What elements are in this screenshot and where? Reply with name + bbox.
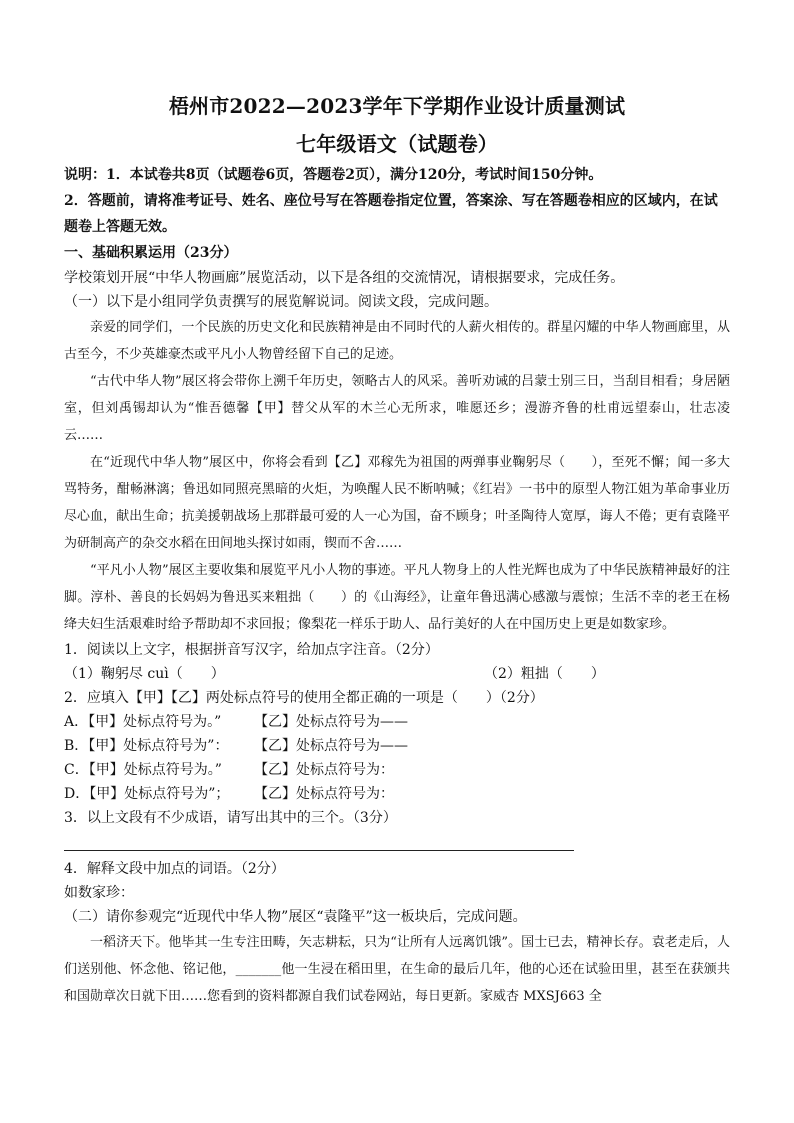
passage-paragraph: “古代中华人物”展区将会带你上溯千年历史，领略古人的风采。善听劝诫的吕蒙士别三日，当刮目相看；身居陋室，但刘禹锡却认为“惟吾德馨【甲】替父从军的木兰心无所求，唯愿还乡；漫游齐鲁的杜甫远望泰山，壮志凌云……	[64, 374, 730, 443]
exam-subtitle: 七年级语文（试题卷）	[296, 132, 498, 156]
question-4: 4．解释文段中加点的词语。（2分）	[64, 861, 285, 877]
option-b-yi: 【乙】处标点符号为——	[254, 738, 408, 754]
option-d-yi: 【乙】处标点符号为：	[254, 786, 394, 802]
instructions-line-2: 2．答题前，请将准考证号、姓名、座位号写在答题卷指定位置，答案涂、写在答题卷相应的区域内，在试题卷上答题无效。	[64, 193, 718, 235]
option-a-jia: A．【甲】处标点符号为。”	[64, 714, 222, 730]
option-d	[64, 782, 730, 806]
part-1-heading: （一）以下是小组同学负责撰写的展览解说词。阅读文段，完成问题。	[64, 294, 498, 310]
option-c	[64, 758, 730, 782]
passage-paragraph: 在“近现代中华人物”展区中，你将会看到【乙】邓稼先为祖国的两弹事业鞠躬尽（ ），至死不懈；闻一多大骂特务，酣畅淋漓；鲁迅如同照亮黑暗的火炬，为唤醒人民不断呐喊；《红岩》一书中的原型人物江姐为革命事业历尽心血，献出生命；抗美援朝战场上那群最可爱的人一心为国，奋不顾身；叶圣陶待人宽厚，诲人不倦；更有袁隆平为研制高产的杂交水稻在田间地头探讨如雨，锲而不舍……	[64, 455, 730, 551]
option-c-yi: 【乙】处标点符号为：	[254, 762, 394, 778]
question-1-items	[64, 662, 730, 686]
section-heading: 一、基础积累运用（23分）	[64, 245, 238, 261]
section-intro: 学校策划开展“中华人物画廊”展览活动，以下是各组的交流情况，请根据要求，完成任务。	[64, 270, 625, 286]
exam-page	[64, 92, 730, 1010]
option-b	[64, 734, 730, 758]
passage-paragraph: 亲爱的同学们，一个民族的历史文化和民族精神是由不同时代的人薪火相传的。群星闪耀的中华人物画廊里，从古至今，不少英雄豪杰或平凡小人物曾经留下自己的足迹。	[64, 320, 730, 362]
option-a-yi: 【乙】处标点符号为——	[254, 714, 408, 730]
question-4-term: 如数家珍：	[64, 885, 134, 901]
exam-title: 梧州市2022—2023学年下学期作业设计质量测试	[168, 94, 626, 118]
answer-line	[64, 830, 574, 851]
question-2: 2．应填入【甲】【乙】两处标点符号的使用全都正确的一项是（ ）（2分）	[64, 690, 544, 706]
option-a	[64, 710, 730, 734]
part-2-heading: （二）请你参观完“近现代中华人物”展区“袁隆平”这一板块后，完成问题。	[64, 909, 527, 925]
question-1-item-b: （2）粗拙（ ）	[484, 666, 605, 682]
option-d-jia: D．【甲】处标点符号为”；	[64, 786, 230, 802]
passage-paragraph: “平凡小人物”展区主要收集和展览平凡小人物的事迹。平凡人物身上的人性光辉也成为了中华民族精神最好的注脚。淳朴、善良的长妈妈为鲁迅买来粗拙（ ）的《山海经》，让童年鲁迅满心感激与震惊；生活不幸的老王在杨绛夫妇生活艰难时给予帮助却不求回报；像梨花一样乐于助人、品行美好的人在中国历史上更是如数家珍。	[64, 563, 730, 632]
option-c-jia: C．【甲】处标点符号为。”	[64, 762, 222, 778]
passage-2-paragraph: 一稻济天下。他毕其一生专注田畴，矢志耕耘，只为“让所有人远离饥饿”。国士已去，精神长存。袁老走后，人们送别他、怀念他、铭记他，_______他一生浸在稻田里，在生命的最后几年，他的心还在试验田里，甚至在获颁共和国勋章次日就下田……您看到的资料都源自我们试卷网站，每日更新。家威杏 MXSJ663 全	[64, 935, 730, 1004]
option-b-jia: B．【甲】处标点符号为”：	[64, 738, 229, 754]
question-1: 1．阅读以上文字，根据拼音写汉字，给加点字注音。（2分）	[64, 642, 439, 658]
question-3: 3．以上文段有不少成语，请写出其中的三个。（3分）	[64, 810, 397, 826]
instructions-line-1: 说明：1．本试卷共8页（试题卷6页，答题卷2页），满分120分，考试时间150分钟。	[64, 167, 603, 183]
question-1-item-a: （1）鞠躬尽 cuì（ ）	[64, 666, 225, 682]
